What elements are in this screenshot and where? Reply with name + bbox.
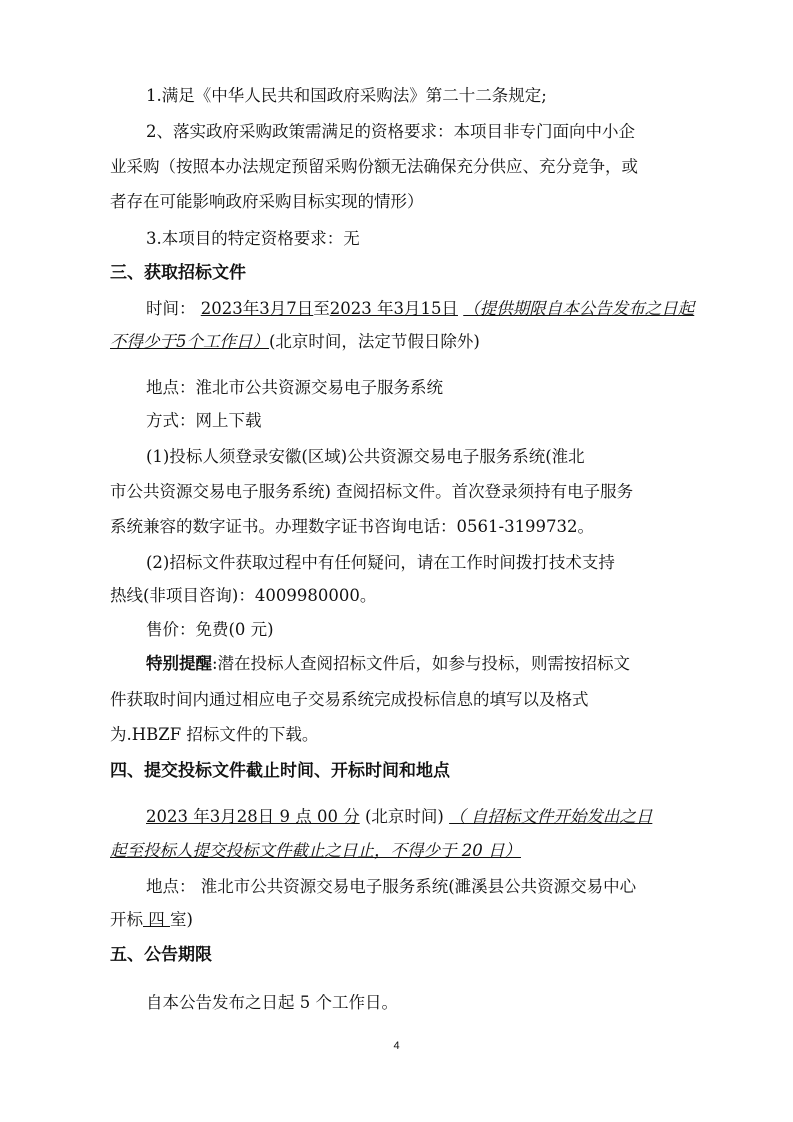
doc-price: 售价：免费(0 元) (146, 620, 274, 639)
doc-location: 地点：淮北市公共资源交易电子服务系统 (146, 378, 443, 397)
doc-method: 方式：网上下载 (146, 411, 262, 430)
doc-time-start: 2023年3月7日 (200, 299, 314, 318)
doc-time-note-cont: 不得少于5个工作日） (110, 332, 269, 351)
doc-para-1-cont: 市公共资源交易电子服务系统) 查阅招标文件。首次登录须持有电子服务 (110, 482, 634, 501)
special-notice-label: 特别提醒 (146, 654, 212, 673)
deadline-line-2 (110, 833, 710, 869)
bid-location-prefix: 开标 (110, 910, 143, 929)
qualification-item-2-cont: 业采购（按照本办法规定预留采购份额无法确保充分供应、充分竞争，或 (110, 157, 638, 176)
qualification-item-2-cont2: 者存在可能影响政府采购目标实现的情形） (110, 192, 424, 211)
deadline-note-cont: 起至投标人提交投标文件截止之日止，不得少于 20 日） (110, 841, 521, 860)
special-notice (146, 646, 710, 682)
doc-para-1-cont2: 系统兼容的数字证书。办理数字证书咨询电话：0561-3199732。 (110, 517, 595, 536)
section-5-heading: 五、公告期限 (110, 945, 212, 965)
deadline-line (146, 799, 710, 835)
doc-time-label: 时间： (146, 299, 196, 318)
special-notice-text: :潜在投标人查阅招标文件后，如参与投标，则需按招标文 (212, 654, 631, 673)
doc-time-line (146, 291, 710, 327)
doc-time-to: 至 (313, 299, 330, 318)
notice-period: 自本公告发布之日起 5 个工作日。 (146, 993, 398, 1012)
bid-location-cont (110, 902, 710, 938)
deadline-datetime: 2023 年3月28日 9 点 00 分 (146, 807, 360, 826)
qualification-item-3: 3.本项目的特定资格要求：无 (146, 229, 360, 248)
qualification-item-1: 1.满足《中华人民共和国政府采购法》第二十二条规定; (146, 86, 547, 105)
doc-para-1: (1)投标人须登录安徽(区域)公共资源交易电子服务系统(淮北 (146, 447, 585, 466)
doc-para-2-cont: 热线(非项目咨询)：4009980000。 (110, 586, 377, 605)
doc-time-note: （提供期限自本公告发布之日起 (463, 299, 695, 318)
doc-time-suffix: (北京时间，法定节假日除外) (269, 332, 480, 351)
bid-room: 四 (143, 910, 170, 929)
deadline-note: （ 自招标文件开始发出之日 (449, 807, 653, 826)
qualification-item-2: 2、落实政府采购政策需满足的资格要求：本项目非专门面向中小企 (146, 122, 635, 141)
special-notice-cont2: 为.HBZF 招标文件的下载。 (110, 725, 319, 744)
bid-location: 地点： 淮北市公共资源交易电子服务系统(濉溪县公共资源交易中心 (146, 877, 637, 896)
section-3-heading: 三、获取招标文件 (110, 263, 246, 283)
special-notice-cont: 件获取时间内通过相应电子交易系统完成投标信息的填写以及格式 (110, 690, 589, 709)
section-4-heading: 四、提交投标文件截止时间、开标时间和地点 (110, 761, 450, 781)
doc-time-line-2 (110, 324, 710, 360)
bid-location-suffix: 室) (170, 910, 193, 929)
doc-para-2: (2)招标文件获取过程中有任何疑问，请在工作时间拨打技术支持 (146, 553, 615, 572)
deadline-timezone: (北京时间) (364, 807, 444, 826)
page-number: 4 (393, 1040, 400, 1052)
doc-time-end: 2023 年3月15日 (329, 299, 458, 318)
